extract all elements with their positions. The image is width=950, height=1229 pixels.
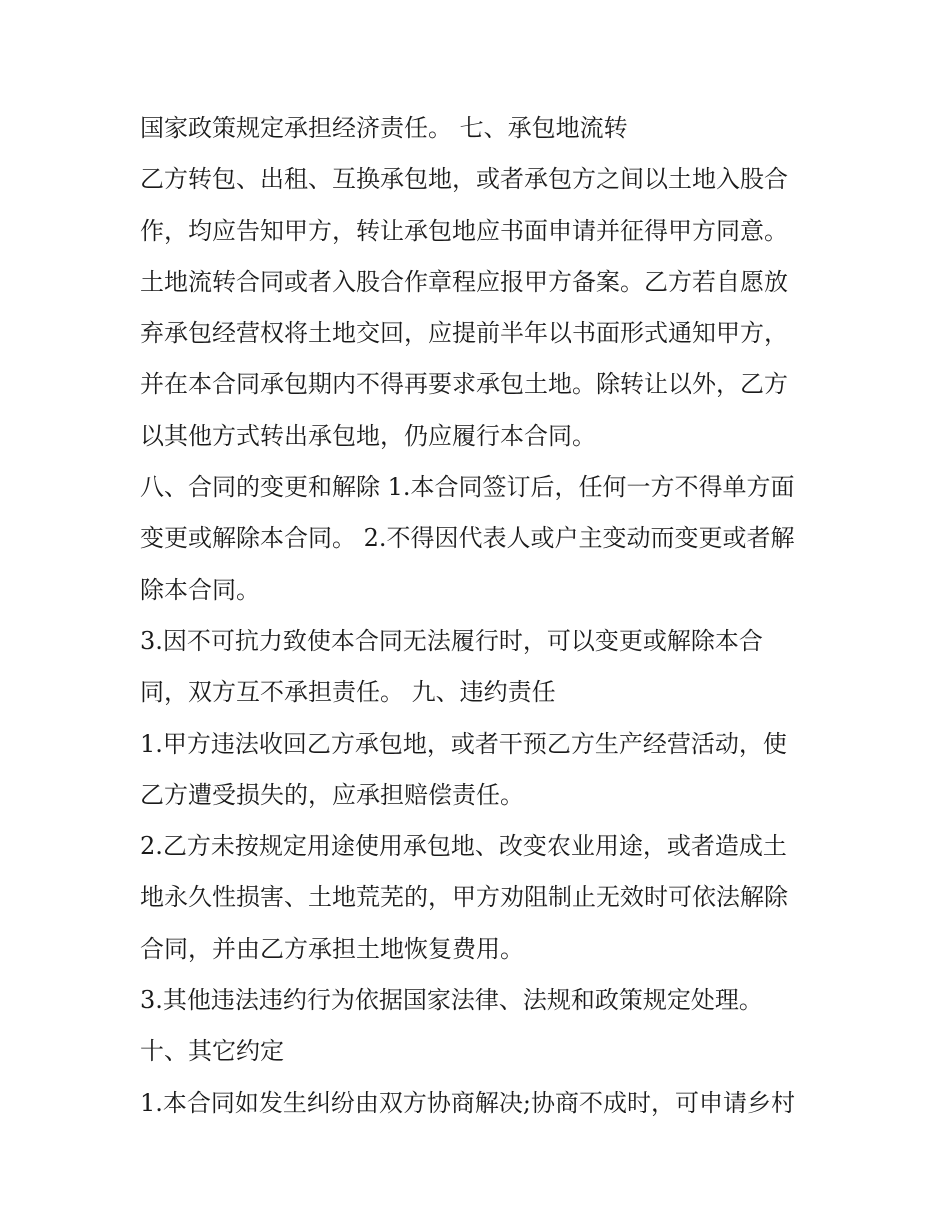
text-line: 乙方转包、出租、互换承包地，或者承包方之间以土地入股合 xyxy=(140,165,788,194)
text-line: 合同，并由乙方承担土地恢复费用。 xyxy=(140,934,524,963)
text-line: 同，双方互不承担责任。 九、违约责任 xyxy=(140,678,556,707)
text-line: 地永久性损害、土地荒芜的，甲方劝阻制止无效时可依法解除 xyxy=(140,883,788,912)
text-line: 3.其他违法违约行为依据国家法律、法规和政策规定处理。 xyxy=(140,986,763,1015)
text-line: 乙方遭受损失的，应承担赔偿责任。 xyxy=(140,780,524,809)
text-line: 变更或解除本合同。 2.不得因代表人或户主变动而变更或者解 xyxy=(140,524,795,553)
text-line: 作，均应告知甲方，转让承包地应书面申请并征得甲方同意。 xyxy=(140,216,788,245)
text-line: 土地流转合同或者入股合作章程应报甲方备案。乙方若自愿放 xyxy=(140,267,788,296)
text-line: 1.本合同如发生纠纷由双方协商解决;协商不成时，可申请乡村 xyxy=(140,1088,795,1117)
text-line: 除本合同。 xyxy=(140,575,260,604)
text-line: 十、其它约定 xyxy=(140,1037,284,1066)
text-line: 国家政策规定承担经济责任。 七、承包地流转 xyxy=(140,114,628,142)
text-line: 弃承包经营权将土地交回，应提前半年以书面形式通知甲方， xyxy=(140,319,788,348)
text-line: 3.因不可抗力致使本合同无法履行时，可以变更或解除本合 xyxy=(140,626,763,655)
text-line: 并在本合同承包期内不得再要求承包土地。除转让以外，乙方 xyxy=(140,370,788,399)
text-line: 1.甲方违法收回乙方承包地，或者干预乙方生产经营活动，使 xyxy=(140,729,787,758)
text-line: 2.乙方未按规定用途使用承包地、改变农业用途，或者造成土 xyxy=(140,832,787,861)
text-line: 以其他方式转出承包地，仍应履行本合同。 xyxy=(140,421,596,450)
text-line: 八、合同的变更和解除 1.本合同签订后，任何一方不得单方面 xyxy=(140,473,795,502)
contract-text xyxy=(140,103,820,1129)
